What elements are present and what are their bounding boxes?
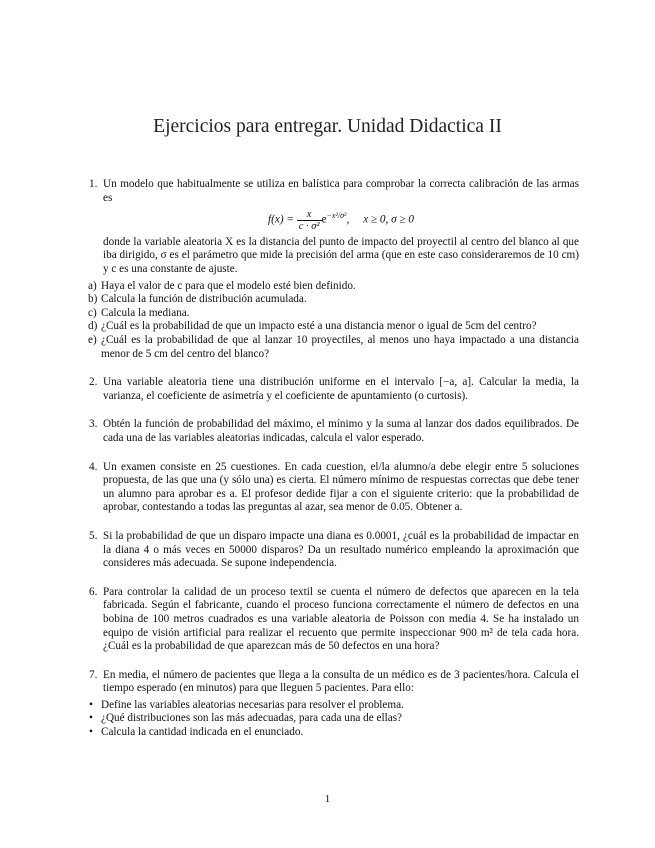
exercise-6 (89, 586, 579, 654)
exercise-5 (89, 530, 579, 571)
exercise-number: 5. (89, 529, 98, 542)
subitem-d (89, 320, 579, 334)
subitem-a (89, 280, 579, 294)
document-title: Ejercicios para entregar. Unidad Didactica II (153, 116, 502, 137)
subitem-b (89, 293, 579, 307)
formula-denominator: c · σ² (298, 220, 320, 232)
bullet-text: Define las variables aleatorias necesarias para resolver el problema. (101, 698, 404, 711)
exercise-5-text: Si la probabilidad de que un disparo impacte una diana es 0.0001, ¿cuál es la probabilidad de impactar en la diana 4 o más veces en 50000 disparos? Da un resultado numérico empleando la aproximación que consideres más adecuada. Se supone independencia. (103, 529, 579, 570)
exercise-1-description: donde la variable aleatoria X es la distancia del punto de impacto del proyectil al centro del blanco al que iba dirigido, σ es el parámetro que mide la precisión del arma (que en este caso consideraremos de 10 cm) y c es una constante de ajuste. (103, 235, 579, 276)
exercise-3 (89, 418, 579, 445)
subitem-marker: c) (88, 306, 97, 319)
bullet-item (89, 726, 579, 740)
bullet-marker: • (89, 712, 93, 725)
exercise-1 (89, 178, 579, 361)
exercise-2 (89, 376, 579, 403)
formula-exponent: −x²/σ² (326, 211, 347, 221)
formula-exp-base: e (321, 213, 327, 226)
exercise-1-intro: Un modelo que habitualmente se utiliza en balística para comprobar la correcta calibración de las armas es (103, 178, 579, 204)
exercise-list (89, 178, 579, 755)
subitem-text: Calcula la función de distribución acumulada. (101, 293, 307, 306)
formula-lhs: f(x) = (268, 213, 297, 226)
subitem-text: Calcula la mediana. (101, 306, 190, 319)
exercise-2-text: Una variable aleatoria tiene una distribución uniforme en el intervalo [−a, a]. Calcular la media, la varianza, el coeficiente de asimetría y el coeficiente de apuntamiento (o curtosis). (103, 376, 579, 402)
subitem-text: Haya el valor de c para que el modelo esté bien definido. (101, 279, 356, 292)
formula-condition: x ≥ 0, σ ≥ 0 (363, 213, 414, 226)
exercise-1-subitems (89, 280, 579, 362)
exercise-4-text: Un examen consiste en 25 cuestiones. En cada cuestion, el/la alumno/a debe elegir entre 5 soluciones propuesta, de las que una (y sólo una) es cierta. El número mínimo de respuestas correctas que debe tener un alumno para aprobar es a. El profesor dedide fijar a con el siguiente criterio: que la probabilidad de aprobar, contestando a todas las preguntas al azar, sea menor de 0.05. Obtener a. (103, 460, 579, 514)
exercise-4 (89, 461, 579, 515)
exercise-number: 4. (89, 460, 98, 473)
exercise-number: 1. (89, 178, 98, 190)
subitem-marker: b) (88, 293, 98, 306)
exercise-number: 6. (89, 585, 98, 598)
subitem-marker: d) (88, 320, 98, 333)
exercise-3-text: Obtén la función de probabilidad del máximo, el mínimo y la suma al lanzar dos dados equilibrados. De cada una de las variables aleatorias indicadas, calcula el valor esperado. (103, 418, 579, 444)
subitem-c (89, 307, 579, 321)
bullet-item (89, 712, 579, 726)
subitem-marker: a) (88, 279, 97, 292)
exercise-number: 2. (89, 376, 98, 389)
subitem-text: ¿Cuál es la probabilidad de que al lanzar 10 proyectiles, al menos uno haya impactado a una distancia menor de 5 cm del centro del blanco? (101, 334, 579, 360)
bullet-marker: • (89, 698, 93, 711)
subitem-e (89, 334, 579, 361)
subitem-marker: e) (88, 334, 97, 346)
exercise-7-text: En media, el número de pacientes que llega a la consulta de un médico es de 3 pacientes/hora. Calcula el tiempo esperado (en minutos) para que lleguen 5 pacientes. Para ello: (103, 668, 579, 695)
subitem-text: ¿Cuál es la probabilidad de que un impacto esté a una distancia menor o igual de 5cm del centro? (101, 320, 537, 333)
exercise-number: 3. (89, 418, 98, 431)
page-number: 1 (324, 793, 331, 805)
exercise-7-bullets (89, 699, 579, 740)
bullet-text: ¿Qué distribuciones son las más adecuadas, para cada una de ellas? (101, 712, 403, 725)
exercise-number: 7. (89, 668, 98, 681)
exercise-6-text: Para controlar la calidad de un proceso textil se cuenta el número de defectos que aparecen en la tela fabricada. Según el fabricante, cuando el proceso funciona correctamente el número de defectos en una bobina de 100 metros cuadrados es una variable aleatoria de Poisson con media 4. Se ha instalado un equipo de visión artificial para realizar el recuento que permite inspeccionar 900 m² de tela cada hora. ¿Cuál es la probabilidad de que aparezcan más de 50 defectos en una hora? (103, 585, 579, 653)
density-formula: f(x) = $\frac{x}{\text{c · σ²}}$ $e^{-x^2/\sigma^2}$, x ≥ 0, σ ≥ 0 (268, 208, 414, 232)
bullet-marker: • (89, 726, 93, 739)
formula-numerator: x (297, 209, 322, 221)
bullet-text: Calcula la cantidad indicada en el enunciado. (101, 726, 304, 739)
bullet-item (89, 699, 579, 713)
exercise-7 (89, 669, 579, 740)
formula-fraction (297, 209, 322, 232)
